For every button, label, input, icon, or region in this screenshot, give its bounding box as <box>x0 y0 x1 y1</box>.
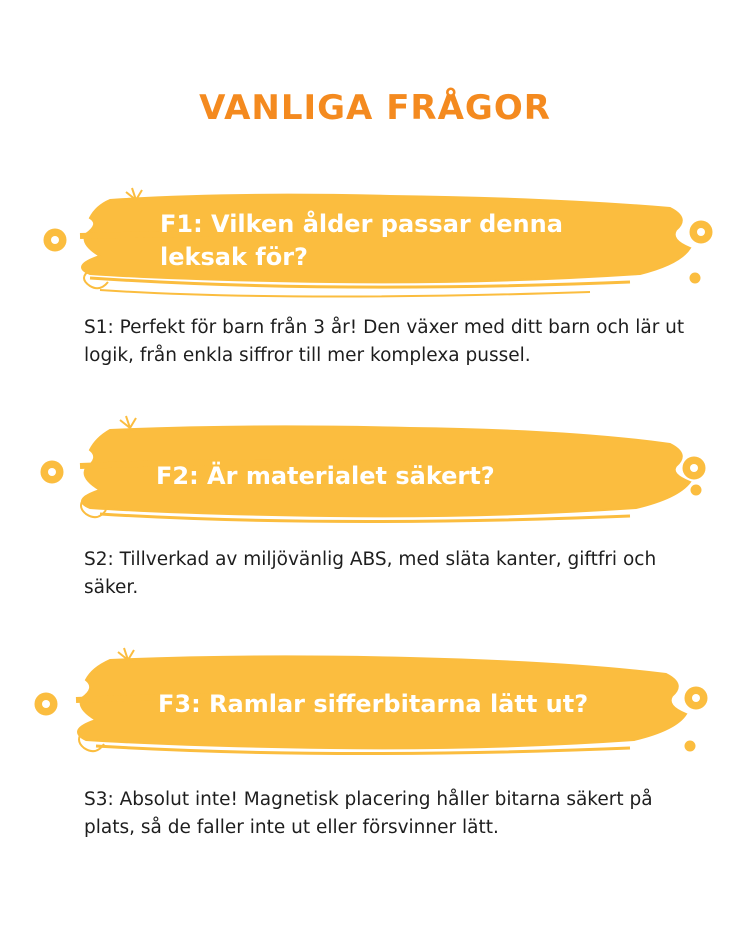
faq-question-1: F1: Vilken ålder passar denna leksak för? <box>160 210 563 271</box>
page-title: VANLIGA FRÅGOR <box>199 88 551 128</box>
faq-answer-1: S1: Perfekt för barn från 3 år! Den växer med ditt barn och lär ut logik, från enkla siffror till mer komplexa pussel. <box>84 317 685 366</box>
faq-answer-3: S3: Absolut inte! Magnetisk placering håller bitarna säkert på plats, så de faller inte ut eller försvinner lätt. <box>84 789 653 838</box>
faq-answer-2: S2: Tillverkad av miljövänlig ABS, med släta kanter, giftfri och säker. <box>84 549 657 598</box>
faq-question-3: F3: Ramlar sifferbitarna lätt ut? <box>158 690 589 718</box>
faq-question-2: F2: Är materialet säkert? <box>156 462 495 490</box>
